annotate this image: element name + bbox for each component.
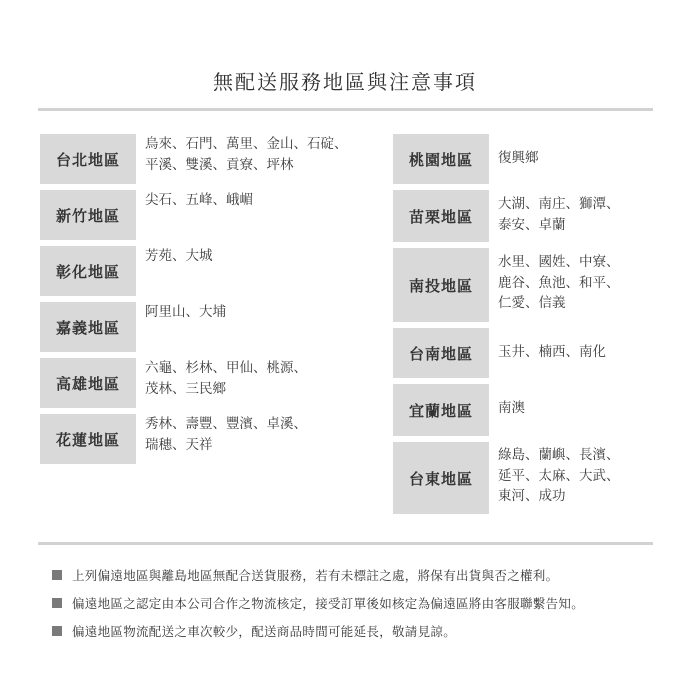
region-row [40, 190, 360, 240]
towns-line: 平溪、雙溪、貢寮、坪林 [145, 156, 294, 173]
region-name: 高雄地區 [40, 358, 136, 408]
right-region-list [393, 134, 663, 514]
region-row [393, 248, 663, 322]
bottom-divider [38, 542, 653, 545]
region-name: 南投地區 [393, 248, 489, 322]
region-name: 嘉義地區 [40, 302, 136, 352]
towns-line: 瑞穗、天祥 [145, 436, 213, 453]
region-row [393, 134, 663, 184]
region-towns [489, 248, 620, 322]
region-towns [489, 134, 539, 184]
square-bullet-icon [52, 598, 62, 608]
region-name: 台南地區 [393, 328, 489, 378]
note-item [52, 621, 584, 640]
region-towns [489, 328, 606, 378]
note-item [52, 593, 584, 612]
towns-line: 芳苑、大城 [145, 248, 213, 264]
notes-list [52, 565, 584, 649]
towns-line: 尖石、五峰、峨嵋 [145, 192, 253, 208]
region-towns [136, 190, 253, 240]
towns-line: 秀林、壽豐、豐濱、卓溪、 [145, 416, 307, 432]
note-text: 上列偏遠地區與離島地區無配合送貨服務，若有未標註之處，將保有出貨與否之權利。 [72, 567, 559, 583]
towns-line: 鹿谷、魚池、和平、 [498, 274, 620, 291]
square-bullet-icon [52, 626, 62, 636]
note-item [52, 565, 584, 584]
region-name: 宜蘭地區 [393, 384, 489, 436]
region-towns [136, 246, 213, 296]
region-row [40, 134, 360, 184]
towns-line: 水里、國姓、中寮、 [498, 254, 620, 270]
region-towns [136, 302, 226, 352]
region-towns [136, 414, 307, 464]
region-towns [489, 442, 620, 514]
region-name: 彰化地區 [40, 246, 136, 296]
region-row [40, 414, 360, 464]
region-towns [489, 190, 620, 242]
page-title: 無配送服務地區與注意事項 [213, 70, 477, 94]
region-row [40, 246, 360, 296]
towns-line: 烏來、石門、萬里、金山、石碇、 [145, 136, 348, 152]
region-row [393, 328, 663, 378]
region-name: 花蓮地區 [40, 414, 136, 464]
towns-line: 東河、成功 [498, 488, 566, 504]
towns-line: 六龜、杉林、甲仙、桃源、 [145, 360, 307, 376]
top-divider [38, 108, 653, 111]
region-row [40, 358, 360, 408]
square-bullet-icon [52, 570, 62, 580]
towns-line: 復興鄉 [498, 150, 539, 166]
region-row [393, 190, 663, 242]
region-row [393, 442, 663, 514]
region-name: 桃園地區 [393, 134, 489, 184]
region-towns [489, 384, 525, 436]
towns-line: 大湖、南庄、獅潭、 [498, 196, 620, 212]
towns-line: 南澳 [498, 400, 525, 416]
region-row [393, 384, 663, 436]
region-towns [136, 358, 307, 408]
region-name: 台北地區 [40, 134, 136, 184]
region-name: 台東地區 [393, 442, 489, 514]
region-name: 苗栗地區 [393, 190, 489, 242]
region-towns [136, 134, 348, 184]
note-text: 偏遠地區物流配送之車次較少，配送商品時間可能延長，敬請見諒。 [72, 623, 457, 639]
towns-line: 泰安、卓蘭 [498, 216, 566, 233]
towns-line: 阿里山、大埔 [145, 304, 226, 320]
towns-line: 仁愛、信義 [498, 295, 566, 311]
towns-line: 玉井、楠西、南化 [498, 344, 606, 360]
note-text: 偏遠地區之認定由本公司合作之物流核定，接受訂單後如核定為偏遠區將由客服聯繫告知。 [72, 595, 585, 611]
region-name: 新竹地區 [40, 190, 136, 240]
towns-line: 延平、太麻、大武、 [498, 467, 620, 484]
towns-line: 茂林、三民鄉 [145, 380, 226, 397]
region-row [40, 302, 360, 352]
left-region-list [40, 134, 360, 464]
towns-line: 綠島、蘭嶼、長濱、 [498, 447, 620, 463]
